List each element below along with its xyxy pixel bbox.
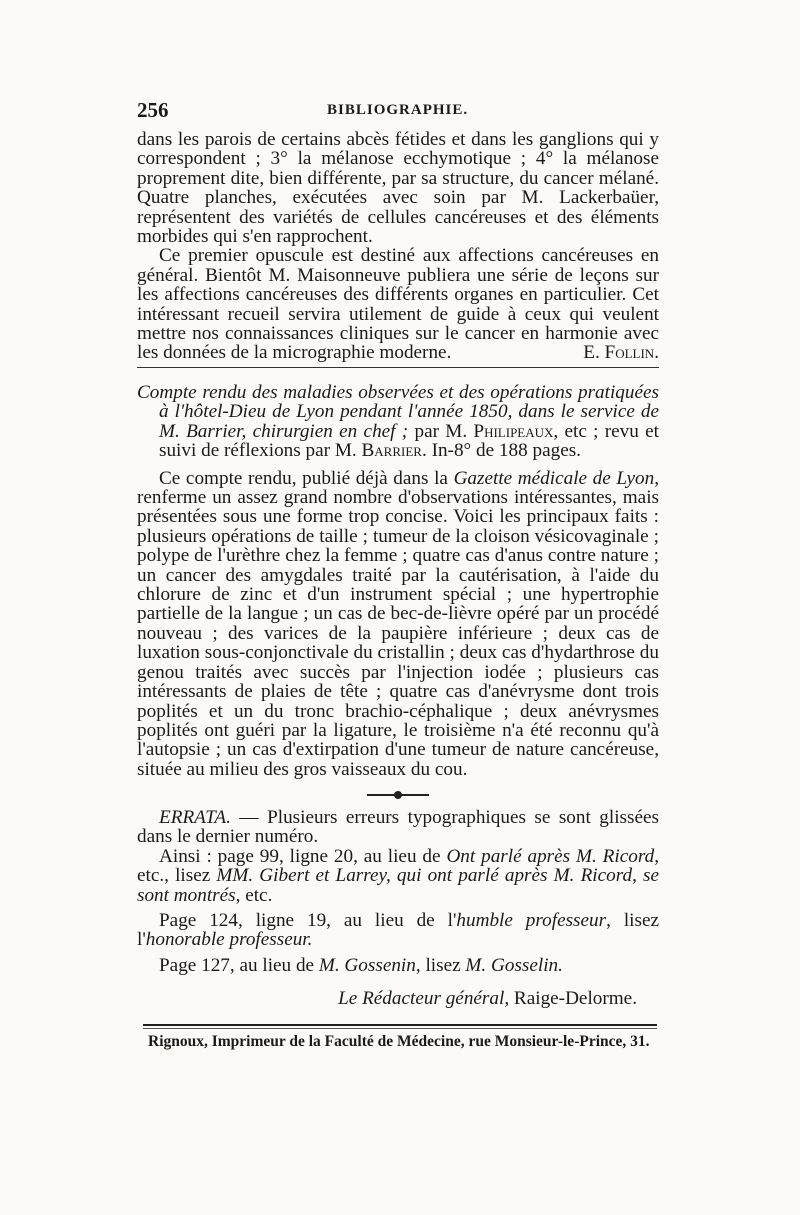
review-paragraph: Ce compte rendu, publié déjà dans la Gazette médicale de Lyon, renferme un assez grand nombre d'observations intéressantes, mais présentées sous une forme trop concise. Voici les principaux faits : plusieurs opérations de taille ; tumeur de la cloison vésicovaginale ; polype de l'urèthre chez la femme ; quatre cas d'anus contre nature ; un cancer des amygdales traité par la cautérisation, à l'aide du chlorure de zinc et d'un instrument spécial ; une hypertrophie partielle de la langue ; un cas de bec-de-lièvre opéré par un procédé nouveau ; des varices de la paupière inférieure ; deux cas de luxation sous-conjonctivale du cristallin ; deux cas d'hydarthrose du genou traités avec succès par l'injection iodée ; plusieurs cas intéressants de plaies de tête ; quatre cas d'anévrysme dont trois poplités et un du tronc brachio-céphalique ; deux anévrysmes poplités ont guéri par la ligature, le troisième n'a été reconnu qu'à l'autopsie ; un cas d'extirpation d'une tumeur de nature cancéreuse, située au milieu des gros vaisseaux du cou. [137, 467, 660, 780]
author-name: Barrier [361, 440, 422, 462]
ornamental-divider [367, 792, 429, 798]
page-header [137, 98, 659, 130]
running-title: BIBLIOGRAPHIE. [327, 102, 469, 118]
editor-name: Raige-Delorme. [509, 988, 637, 1009]
editor-signature [137, 988, 637, 1010]
review-continuation [137, 130, 659, 363]
footer-rule [143, 1028, 657, 1029]
errata-correction: Page 124, ligne 19, au lieu de l'humble professeur, lisez l'honorable professeur. [137, 910, 659, 951]
book-title: Compte rendu des maladies observées et des opérations pratiquées à l'hôtel-Dieu de Lyon pendant l'année 1850, dans le service de M. Barrier, chirurgien en chef ; par M. Philipeaux, etc ; revu et suivi de réflexions par M. Barrier. In-8° de 188 pages. [137, 382, 659, 462]
errata-intro: ERRATA. — Plusieurs erreurs typographiques se sont glissées dans le dernier numéro. [137, 807, 659, 848]
review-signature: E. Follin. [583, 342, 659, 364]
errata-correction: Ainsi : page 99, ligne 20, au lieu de Ont parlé après M. Ricord, etc., lisez MM. Gibert et Larrey, qui ont parlé après M. Ricord, se sont montrés, etc. [137, 845, 659, 906]
editor-title: Le Rédacteur général, [338, 988, 510, 1009]
author-name: Philipeaux [473, 420, 554, 442]
review-paragraph: Ce premier opuscule est destiné aux affections cancéreuses en général. Bientôt M. Maisonneuve publiera une série de leçons sur les affections cancéreuses des différents organes en particulier. Cet intéressant recueil servira utilement de guide à ceux qui veulent mettre nos connaissances cliniques sur le cancer en harmonie avec les données de la micrographie moderne. [137, 245, 659, 364]
errata-label: ERRATA. [159, 807, 231, 828]
errata-section [137, 808, 659, 975]
review-entry [137, 383, 659, 779]
page-number: 256 [137, 98, 169, 122]
review-paragraph: dans les parois de certains abcès fétides et dans les ganglions qui y correspondent ; 3° la mélanose ecchymotique ; 4° la mélanose proprement dite, bien différente, par sa structure, du cancer mélané. Quatre planches, exécutées avec soin par M. Lackerbaüer, représentent des variétés de cellules cancéreuses et des éléments morbides qui s'en rapprochent. [137, 129, 659, 248]
errata-correction: Page 127, au lieu de M. Gossenin, lisez M. Gosselin. [159, 954, 563, 976]
journal-name: Gazette médicale de Lyon [453, 467, 655, 489]
book-title-italic: Compte rendu des maladies observées et des opérations pratiquées à l'hôtel-Dieu de Lyon pendant l'année 1850, dans le service de M. Barrier, chirurgien en chef ; [137, 382, 659, 442]
footer-rule [143, 1024, 657, 1026]
section-divider [137, 367, 659, 368]
printer-imprint: Rignoux, Imprimeur de la Faculté de Médecine, rue Monsieur-le-Prince, 31. [148, 1033, 650, 1050]
